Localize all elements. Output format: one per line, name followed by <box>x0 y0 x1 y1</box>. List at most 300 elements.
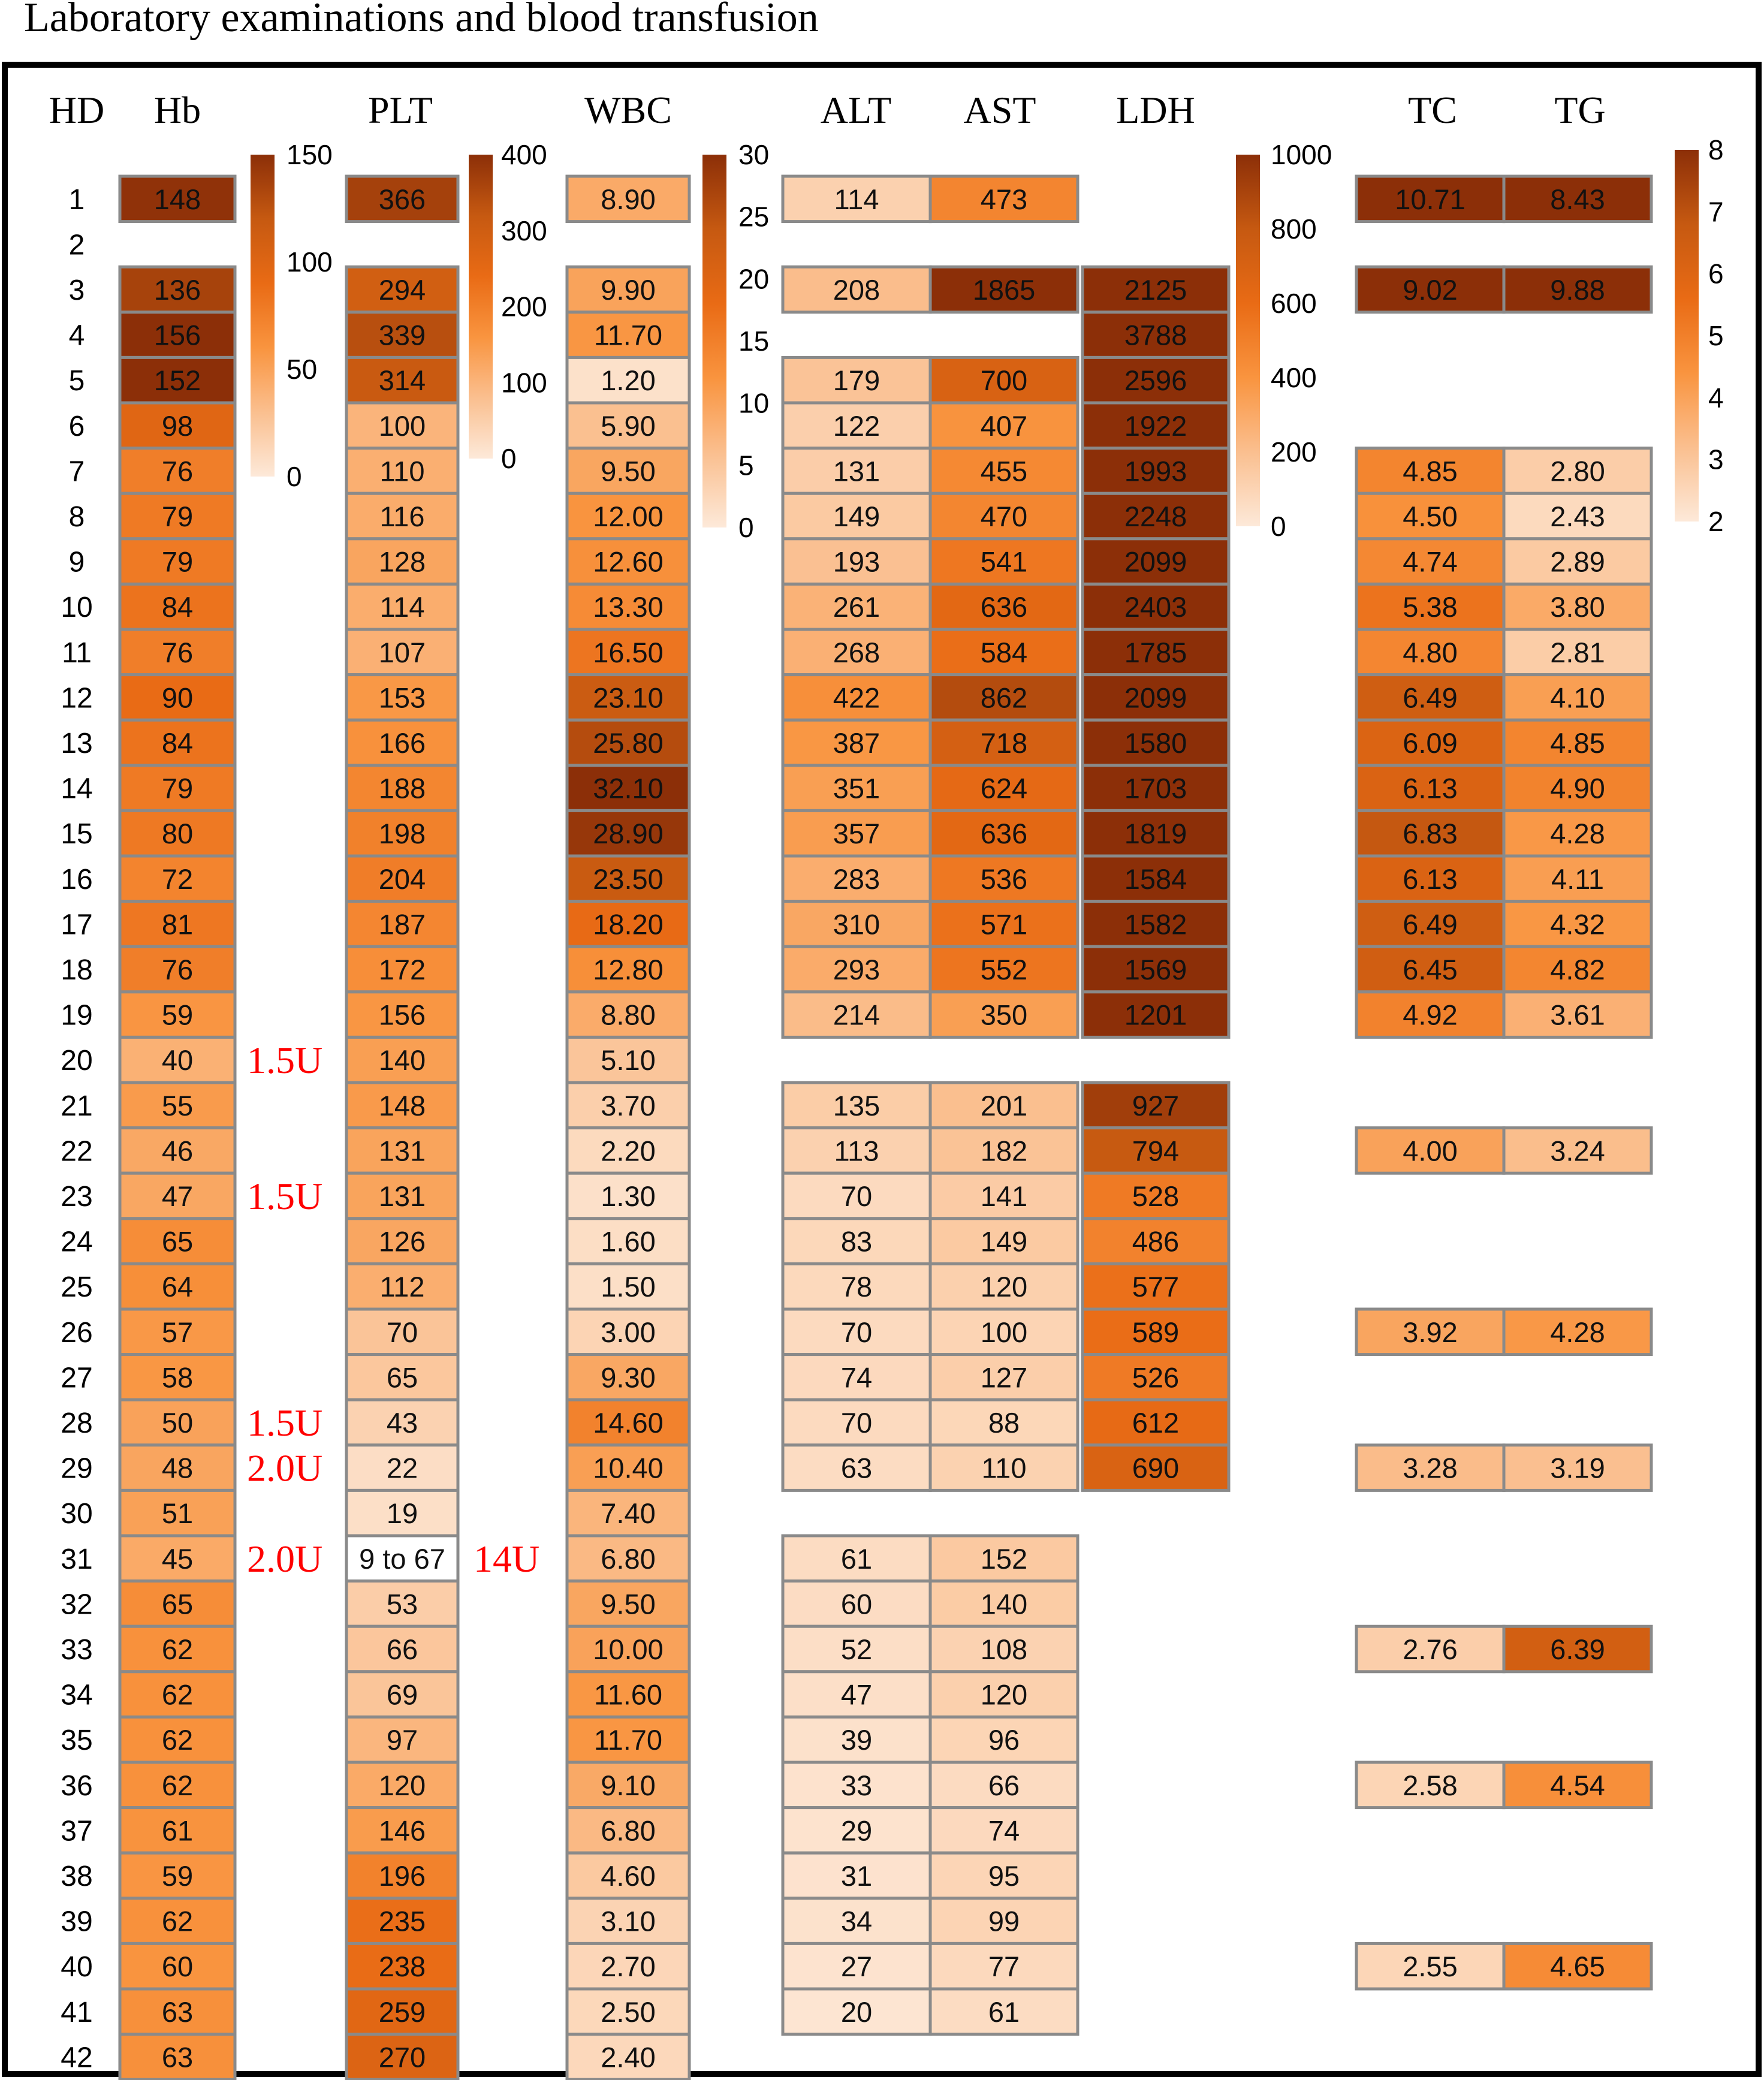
cell-value-plt: 339 <box>378 319 426 351</box>
cell-value-hb: 62 <box>161 1633 194 1665</box>
cell-value-tg: 4.28 <box>1550 818 1605 850</box>
cell-value-ldh: 486 <box>1132 1225 1180 1258</box>
cell-value-ldh: 2099 <box>1124 545 1187 578</box>
row-label: 28 <box>61 1407 93 1439</box>
cell-value-tc: 6.09 <box>1403 727 1458 759</box>
cell-value-plt: 53 <box>386 1588 418 1620</box>
row-label: 41 <box>61 1996 93 2028</box>
scale-tick-label-plt: 400 <box>501 139 547 170</box>
cell-value-alt: 31 <box>840 1860 873 1892</box>
scale-tick-label-tg: 5 <box>1708 320 1724 351</box>
cell-value-ast: 700 <box>980 364 1028 397</box>
cell-value-hb: 79 <box>161 545 194 578</box>
cell-value-tg: 4.11 <box>1551 863 1604 895</box>
cell-value-ast: 636 <box>980 591 1028 623</box>
cell-value-hb: 80 <box>161 818 194 850</box>
cell-value-ast: 96 <box>988 1724 1020 1756</box>
cell-value-wbc: 3.70 <box>601 1089 656 1122</box>
cell-value-plt: 366 <box>378 183 426 215</box>
scale-tick-label-ldh: 400 <box>1271 362 1317 393</box>
cell-value-hb: 62 <box>161 1724 194 1756</box>
cell-value-tc: 5.38 <box>1403 591 1458 623</box>
color-scale-bar-tg <box>1675 150 1699 521</box>
cell-value-plt: 146 <box>378 1814 426 1847</box>
cell-value-alt: 122 <box>833 409 881 442</box>
column-header-hd: HD <box>49 89 105 131</box>
row-label: 26 <box>61 1316 93 1349</box>
scale-tick-label-wbc: 0 <box>738 512 754 543</box>
cell-value-ast: 77 <box>988 1951 1020 1983</box>
cell-value-plt: 166 <box>378 727 426 759</box>
row-label: 32 <box>61 1588 93 1621</box>
scale-tick-label-tg: 3 <box>1708 444 1724 475</box>
cell-value-plt: 110 <box>379 455 425 487</box>
cell-value-alt: 114 <box>834 183 879 215</box>
cell-value-hb: 59 <box>161 999 194 1031</box>
cell-value-hb: 55 <box>161 1089 194 1122</box>
color-scale-bar-plt <box>469 155 493 459</box>
column-header-ast: AST <box>963 89 1036 131</box>
cell-value-wbc: 9.30 <box>601 1361 656 1394</box>
cell-value-alt: 131 <box>833 455 881 487</box>
scale-tick-label-tg: 6 <box>1708 258 1724 290</box>
scale-tick-label-ldh: 1000 <box>1271 139 1332 170</box>
cell-value-alt: 208 <box>833 274 881 306</box>
cell-value-alt: 387 <box>833 727 881 759</box>
cell-value-hb: 48 <box>161 1452 194 1484</box>
row-label: 13 <box>61 728 93 759</box>
cell-value-alt: 47 <box>840 1678 873 1711</box>
cell-value-tc: 2.55 <box>1403 1951 1458 1983</box>
cell-value-wbc: 4.60 <box>601 1860 656 1892</box>
cell-value-ldh: 1703 <box>1124 772 1187 804</box>
row-label: 16 <box>61 863 93 896</box>
cell-value-alt: 135 <box>833 1089 881 1122</box>
cell-value-alt: 29 <box>840 1814 873 1847</box>
cell-value-ast: 455 <box>980 455 1028 487</box>
cell-value-ast: 88 <box>988 1407 1020 1439</box>
cell-value-plt: 314 <box>378 364 426 397</box>
row-label: 17 <box>61 909 93 941</box>
cell-value-wbc: 2.20 <box>601 1135 656 1167</box>
cell-value-plt: 22 <box>386 1452 418 1484</box>
cell-value-tg: 4.28 <box>1550 1316 1605 1348</box>
cell-value-wbc: 1.60 <box>601 1225 656 1258</box>
cell-value-wbc: 1.50 <box>601 1271 656 1303</box>
cell-value-ldh: 1922 <box>1124 409 1187 442</box>
transfusion-annotation: 1.5U <box>247 1401 323 1444</box>
cell-value-plt: 259 <box>378 1995 426 2028</box>
cell-value-tg: 3.19 <box>1550 1452 1605 1484</box>
cell-value-ast: 201 <box>980 1089 1028 1122</box>
cell-value-plt: 112 <box>379 1271 425 1303</box>
cell-value-ldh: 1582 <box>1124 908 1187 940</box>
cell-value-wbc: 6.80 <box>601 1542 656 1575</box>
cell-value-tg: 4.10 <box>1550 682 1605 714</box>
cell-value-hb: 61 <box>161 1814 194 1847</box>
cell-value-wbc: 3.00 <box>601 1316 656 1348</box>
cell-value-tg: 4.32 <box>1550 908 1605 940</box>
cell-value-plt: 120 <box>378 1769 426 1801</box>
cell-value-alt: 113 <box>834 1135 879 1167</box>
row-label: 34 <box>61 1679 93 1711</box>
cell-value-hb: 72 <box>161 863 194 895</box>
row-label: 2 <box>68 229 85 261</box>
cell-value-wbc: 13.30 <box>593 591 664 623</box>
cell-value-tg: 2.89 <box>1550 545 1605 578</box>
cell-value-plt: 294 <box>378 274 426 306</box>
cell-value-tg: 3.24 <box>1550 1135 1605 1167</box>
cell-value-plt: 187 <box>378 908 426 940</box>
cell-value-ldh: 690 <box>1132 1452 1180 1484</box>
cell-value-tg: 3.61 <box>1550 999 1605 1031</box>
cell-value-alt: 27 <box>840 1951 873 1983</box>
row-label: 11 <box>62 637 92 669</box>
cell-value-wbc: 1.30 <box>601 1180 656 1212</box>
cell-value-ldh: 1819 <box>1124 818 1187 850</box>
cell-value-tg: 2.81 <box>1550 636 1605 668</box>
cell-value-ldh: 2403 <box>1124 591 1187 623</box>
cell-value-alt: 34 <box>840 1905 873 1937</box>
scale-tick-label-hb: 100 <box>287 246 333 278</box>
cell-value-wbc: 12.60 <box>593 545 664 578</box>
cell-value-hb: 40 <box>161 1044 194 1077</box>
cell-value-tc: 3.92 <box>1403 1316 1458 1348</box>
cell-value-ldh: 526 <box>1132 1361 1180 1394</box>
cell-value-hb: 152 <box>153 364 201 397</box>
cell-value-tg: 4.54 <box>1550 1769 1605 1801</box>
scale-tick-label-plt: 300 <box>501 215 547 246</box>
cell-value-ast: 127 <box>980 1361 1028 1394</box>
row-label: 37 <box>61 1815 93 1847</box>
cell-value-tc: 6.83 <box>1403 818 1458 850</box>
cell-value-ldh: 1993 <box>1124 455 1187 487</box>
cell-value-alt: 74 <box>840 1361 873 1394</box>
row-label: 12 <box>61 682 93 715</box>
cell-value-hb: 47 <box>161 1180 194 1212</box>
cell-value-ast: 95 <box>988 1860 1020 1892</box>
cell-value-plt: 128 <box>378 545 426 578</box>
cell-value-plt: 100 <box>378 409 426 442</box>
cell-value-hb: 60 <box>161 1951 194 1983</box>
cell-value-alt: 63 <box>840 1452 873 1484</box>
cell-value-tc: 6.45 <box>1403 954 1458 985</box>
cell-value-hb: 98 <box>161 409 194 442</box>
cell-value-wbc: 32.10 <box>593 772 664 804</box>
cell-value-ast: 152 <box>980 1542 1028 1575</box>
cell-value-ast: 862 <box>980 682 1028 714</box>
cell-value-hb: 148 <box>153 183 201 215</box>
scale-tick-label-ldh: 0 <box>1271 511 1286 542</box>
cell-value-ast: 141 <box>980 1180 1028 1212</box>
cell-value-plt: 156 <box>378 999 426 1031</box>
cell-value-wbc: 11.70 <box>593 319 663 351</box>
cell-value-ldh: 794 <box>1132 1135 1180 1167</box>
cell-value-hb: 90 <box>161 682 194 714</box>
cell-value-alt: 61 <box>840 1542 873 1575</box>
cell-value-ast: 100 <box>980 1316 1028 1348</box>
cell-value-plt: 270 <box>378 2041 426 2073</box>
row-label: 36 <box>61 1769 93 1802</box>
scale-tick-label-plt: 100 <box>501 367 547 399</box>
cell-value-alt: 39 <box>840 1724 873 1756</box>
row-label: 15 <box>61 818 93 851</box>
cell-value-plt: 238 <box>378 1951 426 1983</box>
transfusion-annotation: 14U <box>474 1537 540 1580</box>
row-label: 23 <box>61 1181 93 1213</box>
cell-value-plt: 204 <box>378 863 426 895</box>
scale-tick-label-wbc: 15 <box>738 325 770 357</box>
cell-value-alt: 261 <box>833 591 881 623</box>
cell-value-ast: 584 <box>980 636 1028 668</box>
cell-value-plt: 19 <box>386 1497 418 1530</box>
scale-tick-label-wbc: 10 <box>738 387 770 419</box>
cell-value-wbc: 2.40 <box>601 2041 656 2073</box>
cell-value-wbc: 8.80 <box>601 999 656 1031</box>
row-label: 3 <box>68 275 85 306</box>
cell-value-plt: 198 <box>378 818 426 850</box>
cell-value-plt: 148 <box>378 1089 426 1122</box>
cell-value-alt: 60 <box>840 1588 873 1620</box>
cell-value-hb: 58 <box>161 1361 194 1394</box>
cell-value-wbc: 28.90 <box>593 818 664 850</box>
cell-value-tg: 8.43 <box>1550 183 1605 215</box>
cell-value-hb: 62 <box>161 1905 194 1937</box>
row-label: 35 <box>61 1725 93 1757</box>
cell-value-ldh: 3788 <box>1124 319 1187 351</box>
cell-value-tc: 2.76 <box>1403 1633 1458 1665</box>
cell-value-wbc: 9.10 <box>601 1769 656 1801</box>
cell-value-ldh: 1569 <box>1124 954 1187 985</box>
cell-value-hb: 136 <box>153 274 201 306</box>
cell-value-ldh: 2125 <box>1124 274 1187 306</box>
cell-value-ast: 66 <box>988 1769 1020 1801</box>
cell-value-tg: 9.88 <box>1550 274 1605 306</box>
column-header-alt: ALT <box>820 89 892 131</box>
row-label: 40 <box>61 1951 93 1983</box>
cell-value-plt: 70 <box>386 1316 418 1348</box>
scale-tick-label-hb: 0 <box>287 461 302 492</box>
cell-value-hb: 79 <box>161 772 194 804</box>
cell-value-tg: 4.65 <box>1550 1951 1605 1983</box>
cell-value-plt: 196 <box>378 1860 426 1892</box>
row-label: 4 <box>68 319 85 352</box>
row-label: 42 <box>61 2042 93 2074</box>
scale-tick-label-wbc: 30 <box>738 139 770 170</box>
cell-value-plt: 43 <box>386 1407 418 1439</box>
cell-value-ldh: 1580 <box>1124 727 1187 759</box>
cell-value-alt: 293 <box>833 954 881 985</box>
row-label: 7 <box>68 456 85 488</box>
row-label: 24 <box>61 1226 93 1258</box>
column-header-hb: Hb <box>153 89 201 131</box>
cell-value-wbc: 7.40 <box>601 1497 656 1530</box>
cell-value-wbc: 16.50 <box>593 636 664 668</box>
row-label: 29 <box>61 1452 93 1485</box>
scale-tick-label-wbc: 20 <box>738 263 770 295</box>
row-label: 21 <box>61 1090 93 1122</box>
cell-value-ldh: 927 <box>1132 1089 1180 1122</box>
transfusion-annotation: 1.5U <box>247 1175 323 1217</box>
cell-value-tc: 6.13 <box>1403 863 1458 895</box>
cell-value-alt: 283 <box>833 863 881 895</box>
row-label: 20 <box>61 1045 93 1077</box>
cell-value-hb: 57 <box>161 1316 194 1348</box>
cell-value-wbc: 14.60 <box>593 1407 664 1439</box>
column-header-wbc: WBC <box>584 89 672 131</box>
scale-tick-label-tg: 4 <box>1708 382 1724 414</box>
cell-value-tc: 4.92 <box>1403 999 1458 1031</box>
cell-value-tg: 6.39 <box>1550 1633 1605 1665</box>
cell-value-wbc: 23.10 <box>593 682 664 714</box>
cell-value-ldh: 2099 <box>1124 682 1187 714</box>
cell-value-ast: 571 <box>980 908 1028 940</box>
cell-value-tg: 4.82 <box>1550 954 1605 985</box>
cell-value-ast: 552 <box>980 954 1028 985</box>
cell-value-alt: 310 <box>833 908 881 940</box>
cell-value-hb: 84 <box>161 591 194 623</box>
cell-value-tg: 4.90 <box>1550 772 1605 804</box>
scale-tick-label-ldh: 200 <box>1271 436 1317 468</box>
cell-value-tc: 6.13 <box>1403 772 1458 804</box>
row-label: 30 <box>61 1498 93 1530</box>
cell-value-hb: 62 <box>161 1769 194 1801</box>
cell-value-tc: 2.58 <box>1403 1769 1458 1801</box>
cell-value-hb: 76 <box>161 636 194 668</box>
cell-value-tg: 2.80 <box>1550 455 1605 487</box>
cell-value-wbc: 2.70 <box>601 1951 656 1983</box>
cell-value-alt: 20 <box>840 1995 873 2028</box>
row-label: 5 <box>68 365 85 397</box>
cell-value-ast: 350 <box>980 999 1028 1031</box>
cell-value-ast: 140 <box>980 1588 1028 1620</box>
cell-value-plt: 116 <box>379 501 425 532</box>
cell-value-plt: 172 <box>378 954 426 985</box>
cell-value-ldh: 577 <box>1132 1271 1180 1303</box>
cell-value-wbc: 11.60 <box>593 1678 663 1711</box>
cell-value-ast: 636 <box>980 818 1028 850</box>
cell-value-plt: 131 <box>378 1135 426 1167</box>
cell-value-tc: 4.00 <box>1403 1135 1458 1167</box>
cell-value-plt: 9 to 67 <box>359 1542 445 1575</box>
cell-value-wbc: 5.10 <box>601 1044 656 1077</box>
cell-value-ast: 74 <box>988 1814 1020 1847</box>
cell-value-tc: 3.28 <box>1403 1452 1458 1484</box>
cell-value-ldh: 612 <box>1132 1407 1180 1439</box>
cell-value-tg: 4.85 <box>1550 727 1605 759</box>
cell-value-wbc: 9.50 <box>601 455 656 487</box>
cell-value-hb: 79 <box>161 501 194 532</box>
cell-value-alt: 149 <box>833 501 881 532</box>
cell-value-plt: 153 <box>378 682 426 714</box>
color-scale-bar-hb <box>251 155 275 477</box>
cell-value-alt: 70 <box>840 1180 873 1212</box>
cell-value-hb: 156 <box>153 319 201 351</box>
cell-value-alt: 33 <box>840 1769 873 1801</box>
cell-value-wbc: 5.90 <box>601 409 656 442</box>
cell-value-hb: 65 <box>161 1225 194 1258</box>
cell-value-plt: 131 <box>378 1180 426 1212</box>
cell-value-wbc: 25.80 <box>593 727 664 759</box>
cell-value-hb: 63 <box>161 1995 194 2028</box>
transfusion-annotation: 2.0U <box>247 1537 323 1580</box>
cell-value-alt: 83 <box>840 1225 873 1258</box>
cell-value-plt: 114 <box>379 591 425 623</box>
scale-tick-label-plt: 200 <box>501 291 547 322</box>
row-label: 10 <box>61 592 93 624</box>
cell-value-plt: 65 <box>386 1361 418 1394</box>
row-label: 8 <box>68 501 85 533</box>
cell-value-wbc: 1.20 <box>601 364 656 397</box>
cell-value-wbc: 6.80 <box>601 1814 656 1847</box>
cell-value-ldh: 1785 <box>1124 636 1187 668</box>
row-label: 25 <box>61 1271 93 1304</box>
cell-value-ldh: 1584 <box>1124 863 1187 895</box>
cell-value-tc: 6.49 <box>1403 682 1458 714</box>
cell-value-tc: 9.02 <box>1403 274 1458 306</box>
row-label: 22 <box>61 1135 93 1168</box>
cell-value-hb: 76 <box>161 455 194 487</box>
transfusion-annotation: 2.0U <box>247 1446 323 1490</box>
cell-value-ast: 149 <box>980 1225 1028 1258</box>
cell-value-alt: 214 <box>833 999 881 1031</box>
cell-value-ast: 718 <box>980 727 1028 759</box>
color-scale-bar-wbc <box>702 155 726 527</box>
cell-value-wbc: 9.90 <box>601 274 656 306</box>
cell-value-wbc: 18.20 <box>593 908 664 940</box>
cell-value-ldh: 589 <box>1132 1316 1180 1348</box>
cell-value-wbc: 10.00 <box>593 1633 664 1665</box>
cell-value-alt: 78 <box>840 1271 873 1303</box>
cell-value-wbc: 10.40 <box>593 1452 664 1484</box>
scale-tick-label-wbc: 25 <box>738 201 770 233</box>
cell-value-hb: 59 <box>161 1860 194 1892</box>
scale-tick-label-tg: 7 <box>1708 196 1724 228</box>
cell-value-ast: 1865 <box>972 274 1036 306</box>
cell-value-ldh: 2248 <box>1124 501 1187 532</box>
scale-tick-label-plt: 0 <box>501 443 517 474</box>
row-label: 9 <box>68 546 85 578</box>
cell-value-ast: 110 <box>981 1452 1027 1484</box>
cell-value-hb: 84 <box>161 727 194 759</box>
scale-tick-label-ldh: 800 <box>1271 213 1317 245</box>
row-label: 6 <box>68 410 85 442</box>
cell-value-alt: 52 <box>840 1633 873 1665</box>
cell-value-ast: 120 <box>980 1678 1028 1711</box>
cell-value-wbc: 23.50 <box>593 863 664 895</box>
color-scale-bar-ldh <box>1236 155 1260 526</box>
cell-value-ldh: 1201 <box>1124 999 1187 1031</box>
cell-value-wbc: 8.90 <box>601 183 656 215</box>
column-header-plt: PLT <box>368 89 433 131</box>
cell-value-hb: 46 <box>161 1135 194 1167</box>
chart-title: Laboratory examinations and blood transfusion <box>24 0 819 41</box>
cell-value-hb: 50 <box>161 1407 194 1439</box>
cell-value-ast: 407 <box>980 409 1028 442</box>
cell-value-hb: 76 <box>161 954 194 985</box>
cell-value-alt: 70 <box>840 1407 873 1439</box>
row-label: 19 <box>61 999 93 1032</box>
cell-value-plt: 235 <box>378 1905 426 1937</box>
scale-tick-label-hb: 150 <box>287 139 333 170</box>
cell-value-wbc: 11.70 <box>593 1724 663 1756</box>
cell-value-hb: 63 <box>161 2041 194 2073</box>
cell-value-ast: 99 <box>988 1905 1020 1937</box>
cell-value-ast: 108 <box>980 1633 1028 1665</box>
cell-value-ast: 61 <box>988 1995 1020 2028</box>
cell-value-tg: 3.80 <box>1550 591 1605 623</box>
cell-value-hb: 64 <box>161 1271 194 1303</box>
